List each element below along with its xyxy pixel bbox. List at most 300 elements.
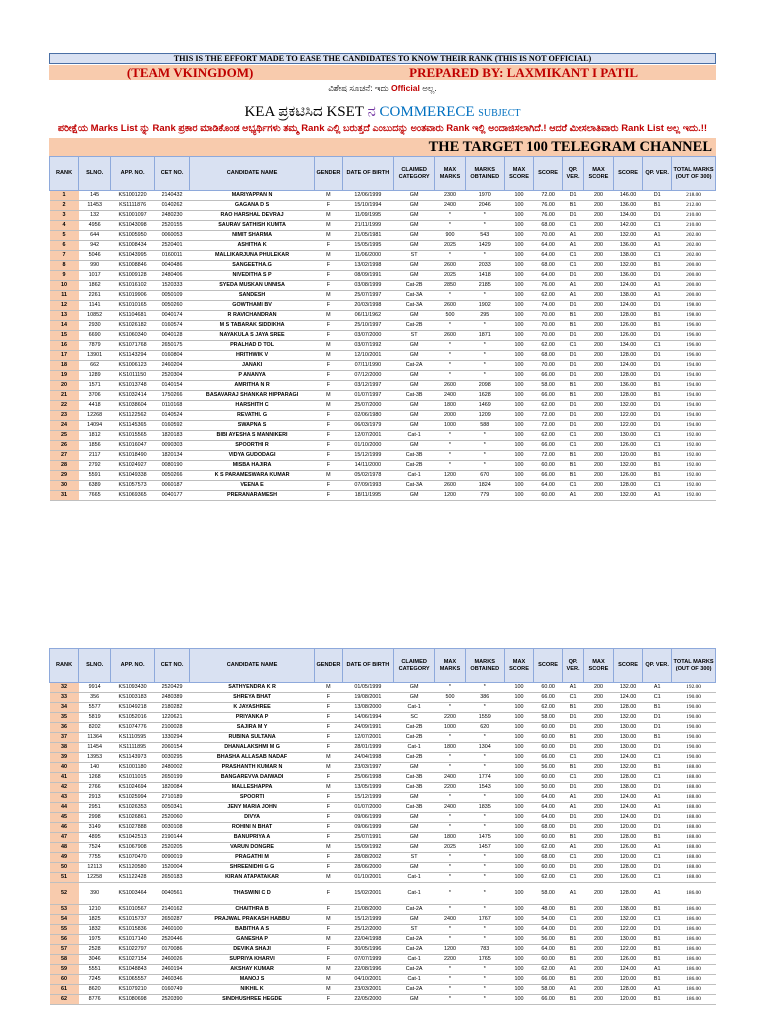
cell-claimed-category: GM bbox=[393, 441, 435, 451]
cell-date-of-birth: 21/05/1981 bbox=[342, 231, 393, 241]
cell-candidate-name: BHASHA ALLASAB NADAF bbox=[190, 753, 315, 763]
cell-candidate-name: BIBI AYESHA S MANNIKERI bbox=[190, 431, 315, 441]
cell-score: 72.00 bbox=[534, 191, 563, 201]
cell-cet-no: 2520401 bbox=[154, 241, 189, 251]
cell-qp-ver: B1 bbox=[563, 955, 584, 965]
cell-app-no: KS1122428 bbox=[111, 873, 155, 883]
cell-slno: 644 bbox=[79, 231, 111, 241]
cell-qp-ver-2: D1 bbox=[643, 863, 672, 873]
cell-slno: 2913 bbox=[79, 793, 111, 803]
cell-cet-no: 2460194 bbox=[154, 965, 189, 975]
cell-score: 62.00 bbox=[534, 843, 563, 853]
cell-max-score-2: 200 bbox=[583, 803, 613, 813]
cell-cet-no: 0160749 bbox=[154, 985, 189, 995]
cell-date-of-birth: 08/09/1991 bbox=[342, 271, 393, 281]
table-row bbox=[50, 823, 716, 833]
cell-max-score: 100 bbox=[504, 201, 533, 211]
cell-qp-ver: B1 bbox=[563, 945, 584, 955]
cell-gender: F bbox=[314, 733, 342, 743]
cell-max-marks: * bbox=[435, 251, 465, 261]
cell-gender: M bbox=[314, 391, 342, 401]
cell-max-score: 100 bbox=[504, 905, 533, 915]
table-row bbox=[50, 833, 716, 843]
cell-qp-ver: D1 bbox=[563, 723, 584, 733]
table-row bbox=[50, 451, 716, 461]
cell-score: 66.00 bbox=[534, 753, 563, 763]
cell-qp-ver-2: D1 bbox=[643, 331, 672, 341]
cell-max-marks: * bbox=[435, 883, 465, 905]
cell-app-no: KS1079210 bbox=[111, 985, 155, 995]
cell-score-2: 124.00 bbox=[614, 301, 643, 311]
disclaimer: ಪರೀಕ್ಷೆಯ Marks List ನ್ನು Rank ಪ್ರಕಾರ ಮಾಡಿಕೊಂಡ ಅಭ್ಯರ್ಥಿಗಳು ತಮ್ಮ Rank ಎಲ್ಲಿ ಬರುತ್ತದೆ ಎಂಬುದನ್ನು ಅಂತವಾರು Rank ಇಲ್ಲಿ ಅಂದಾಜಿಸಲಾಗಿದೆ.! ಆದರೆ ಮೀಸಲಾತಿವಾರು Rank List ಅಲ್ಲ ಇದು.!! bbox=[57, 123, 708, 134]
cell-claimed-category: GM bbox=[393, 401, 435, 411]
cell-marks-obtained: * bbox=[465, 361, 504, 371]
cell-max-score: 100 bbox=[504, 461, 533, 471]
cell-total-marks: 192.00 bbox=[672, 491, 716, 501]
cell-claimed-category: SC bbox=[393, 713, 435, 723]
cell-qp-ver: B1 bbox=[563, 311, 584, 321]
cell-rank: 40 bbox=[50, 763, 79, 773]
cell-marks-obtained: * bbox=[465, 975, 504, 985]
cell-cet-no: 2520060 bbox=[154, 813, 189, 823]
cell-score-2: 124.00 bbox=[614, 693, 643, 703]
cell-score: 64.00 bbox=[534, 241, 563, 251]
cell-max-marks: * bbox=[435, 995, 465, 1005]
cell-claimed-category: GM bbox=[393, 311, 435, 321]
cell-marks-obtained: * bbox=[465, 995, 504, 1005]
cell-marks-obtained: 295 bbox=[465, 311, 504, 321]
cell-max-score-2: 200 bbox=[583, 251, 613, 261]
cell-score: 68.00 bbox=[534, 261, 563, 271]
cell-rank: 14 bbox=[50, 321, 79, 331]
title-kea: KEA ಪ್ರಕಟಿಸಿದ KSET bbox=[244, 104, 364, 120]
cell-slno: 2117 bbox=[79, 451, 111, 461]
column-header-max-score-2: MAX SCORE bbox=[583, 649, 613, 683]
cell-claimed-category: GM bbox=[393, 201, 435, 211]
cell-max-score-2: 200 bbox=[583, 753, 613, 763]
cell-candidate-name: SWAPNA S bbox=[190, 421, 315, 431]
cell-app-no: KS1018490 bbox=[111, 451, 155, 461]
cell-max-marks: 2600 bbox=[435, 481, 465, 491]
cell-rank: 43 bbox=[50, 793, 79, 803]
cell-rank: 21 bbox=[50, 391, 79, 401]
cell-date-of-birth: 01/05/1999 bbox=[342, 683, 393, 693]
cell-slno: 8776 bbox=[79, 995, 111, 1005]
cell-rank: 61 bbox=[50, 985, 79, 995]
cell-gender: F bbox=[314, 261, 342, 271]
cell-candidate-name: PRAGATHI M bbox=[190, 853, 315, 863]
cell-app-no: KS1110595 bbox=[111, 733, 155, 743]
column-header-date-of-birth: DATE OF BIRTH bbox=[342, 649, 393, 683]
cell-max-marks: 2400 bbox=[435, 773, 465, 783]
cell-total-marks: 194.00 bbox=[672, 361, 716, 371]
notice-official: Official bbox=[391, 83, 420, 93]
cell-app-no: KS1120580 bbox=[111, 863, 155, 873]
table-row bbox=[50, 281, 716, 291]
cell-candidate-name: HARSHITH C bbox=[190, 401, 315, 411]
cell-score-2: 132.00 bbox=[614, 231, 643, 241]
cell-score: 66.00 bbox=[534, 471, 563, 481]
cell-candidate-name: RAO HARSHAL DEVRAJ bbox=[190, 211, 315, 221]
cell-max-score: 100 bbox=[504, 241, 533, 251]
cell-gender: F bbox=[314, 271, 342, 281]
table-row bbox=[50, 341, 716, 351]
cell-rank: 12 bbox=[50, 301, 79, 311]
cell-marks-obtained: * bbox=[465, 451, 504, 461]
cell-qp-ver: D1 bbox=[563, 211, 584, 221]
cell-max-score-2: 200 bbox=[583, 211, 613, 221]
cell-marks-obtained: 2185 bbox=[465, 281, 504, 291]
cell-max-marks: * bbox=[435, 925, 465, 935]
cell-score: 70.00 bbox=[534, 361, 563, 371]
cell-claimed-category: Cat-1 bbox=[393, 873, 435, 883]
cell-rank: 1 bbox=[50, 191, 79, 201]
cell-gender: F bbox=[314, 441, 342, 451]
cell-qp-ver-2: B1 bbox=[643, 471, 672, 481]
cell-cet-no: 2100028 bbox=[154, 723, 189, 733]
cell-candidate-name: REVATHI. G bbox=[190, 411, 315, 421]
cell-qp-ver-2: D1 bbox=[643, 813, 672, 823]
cell-rank: 13 bbox=[50, 311, 79, 321]
cell-score: 60.00 bbox=[534, 723, 563, 733]
cell-qp-ver-2: A1 bbox=[643, 291, 672, 301]
cell-max-score: 100 bbox=[504, 251, 533, 261]
cell-app-no: KS1008846 bbox=[111, 261, 155, 271]
cell-app-no: KS1003464 bbox=[111, 883, 155, 905]
cell-slno: 1975 bbox=[79, 935, 111, 945]
cell-cet-no: 0090303 bbox=[154, 441, 189, 451]
cell-score-2: 128.00 bbox=[614, 703, 643, 713]
cell-candidate-name: MARIYAPPAN N bbox=[190, 191, 315, 201]
cell-cet-no: 2520155 bbox=[154, 221, 189, 231]
cell-candidate-name: KIRAN ATAPATAKAR bbox=[190, 873, 315, 883]
cell-max-marks: 1200 bbox=[435, 945, 465, 955]
cell-candidate-name: SPOORTHI R bbox=[190, 441, 315, 451]
cell-rank: 39 bbox=[50, 753, 79, 763]
cell-rank: 15 bbox=[50, 331, 79, 341]
cell-slno: 4956 bbox=[79, 221, 111, 231]
cell-rank: 35 bbox=[50, 713, 79, 723]
cell-gender: M bbox=[314, 341, 342, 351]
cell-cet-no: 1820134 bbox=[154, 451, 189, 461]
cell-claimed-category: Cat-2A bbox=[393, 935, 435, 945]
cell-score: 58.00 bbox=[534, 883, 563, 905]
cell-cet-no: 2520429 bbox=[154, 683, 189, 693]
cell-max-score-2: 200 bbox=[583, 853, 613, 863]
cell-score: 66.00 bbox=[534, 441, 563, 451]
cell-app-no: KS1027888 bbox=[111, 823, 155, 833]
cell-claimed-category: Cat-2B bbox=[393, 281, 435, 291]
cell-date-of-birth: 28/06/2000 bbox=[342, 863, 393, 873]
cell-max-score-2: 200 bbox=[583, 441, 613, 451]
cell-max-marks: * bbox=[435, 291, 465, 301]
cell-claimed-category: Cat-1 bbox=[393, 975, 435, 985]
cell-max-score-2: 200 bbox=[583, 833, 613, 843]
cell-candidate-name: SINDHUSHREE HEGDE bbox=[190, 995, 315, 1005]
cell-app-no: KS1001097 bbox=[111, 211, 155, 221]
cell-date-of-birth: 25/07/1997 bbox=[342, 291, 393, 301]
cell-claimed-category: GM bbox=[393, 693, 435, 703]
column-header-max-marks: MAX MARKS bbox=[435, 649, 465, 683]
cell-claimed-category: GM bbox=[393, 793, 435, 803]
cell-max-score-2: 200 bbox=[583, 481, 613, 491]
cell-app-no: KS1038604 bbox=[111, 401, 155, 411]
cell-max-score: 100 bbox=[504, 421, 533, 431]
cell-app-no: KS1143294 bbox=[111, 351, 155, 361]
cell-rank: 44 bbox=[50, 803, 79, 813]
cell-total-marks: 192.00 bbox=[672, 471, 716, 481]
cell-max-score-2: 200 bbox=[583, 965, 613, 975]
cell-qp-ver-2: B1 bbox=[643, 945, 672, 955]
cell-cet-no: 2140162 bbox=[154, 905, 189, 915]
cell-total-marks: 194.00 bbox=[672, 401, 716, 411]
column-header-rank: RANK bbox=[50, 157, 79, 191]
cell-max-score: 100 bbox=[504, 975, 533, 985]
cell-slno: 11364 bbox=[79, 733, 111, 743]
cell-max-score-2: 200 bbox=[583, 301, 613, 311]
cell-max-score: 100 bbox=[504, 883, 533, 905]
cell-max-marks: 1800 bbox=[435, 401, 465, 411]
cell-cet-no: 0160804 bbox=[154, 351, 189, 361]
cell-max-score-2: 200 bbox=[583, 291, 613, 301]
table-row bbox=[50, 481, 716, 491]
cell-total-marks: 192.00 bbox=[672, 441, 716, 451]
cell-score-2: 132.00 bbox=[614, 401, 643, 411]
cell-app-no: KS1145365 bbox=[111, 421, 155, 431]
cell-qp-ver-2: A1 bbox=[643, 843, 672, 853]
cell-qp-ver: C1 bbox=[563, 431, 584, 441]
cell-max-marks: * bbox=[435, 793, 465, 803]
cell-max-score: 100 bbox=[504, 873, 533, 883]
cell-score-2: 136.00 bbox=[614, 271, 643, 281]
cell-candidate-name: PRIYANKA P bbox=[190, 713, 315, 723]
cell-rank: 34 bbox=[50, 703, 79, 713]
cell-max-score: 100 bbox=[504, 683, 533, 693]
cell-total-marks: 200.00 bbox=[672, 261, 716, 271]
cell-qp-ver-2: B1 bbox=[643, 391, 672, 401]
cell-rank: 24 bbox=[50, 421, 79, 431]
cell-total-marks: 202.00 bbox=[672, 241, 716, 251]
cell-max-marks: 1000 bbox=[435, 723, 465, 733]
cell-qp-ver: D1 bbox=[563, 823, 584, 833]
cell-app-no: KS1026353 bbox=[111, 803, 155, 813]
cell-app-no: KS1093430 bbox=[111, 683, 155, 693]
cell-qp-ver-2: C1 bbox=[643, 873, 672, 883]
cell-score: 64.00 bbox=[534, 945, 563, 955]
cell-marks-obtained: 2098 bbox=[465, 381, 504, 391]
cell-max-marks: * bbox=[435, 451, 465, 461]
cell-qp-ver-2: D1 bbox=[643, 211, 672, 221]
cell-score-2: 120.00 bbox=[614, 995, 643, 1005]
cell-max-score-2: 200 bbox=[583, 733, 613, 743]
cell-cet-no: 2520205 bbox=[154, 843, 189, 853]
cell-rank: 49 bbox=[50, 853, 79, 863]
cell-date-of-birth: 25/06/1998 bbox=[342, 773, 393, 783]
cell-total-marks: 190.00 bbox=[672, 703, 716, 713]
cell-cet-no: 0050109 bbox=[154, 291, 189, 301]
cell-max-score: 100 bbox=[504, 191, 533, 201]
cell-app-no: KS1049338 bbox=[111, 471, 155, 481]
cell-total-marks: 190.00 bbox=[672, 723, 716, 733]
cell-slno: 4418 bbox=[79, 401, 111, 411]
cell-max-score: 100 bbox=[504, 693, 533, 703]
cell-candidate-name: SANGEETHA.G bbox=[190, 261, 315, 271]
cell-qp-ver: D1 bbox=[563, 331, 584, 341]
cell-qp-ver: C1 bbox=[563, 221, 584, 231]
cell-score-2: 122.00 bbox=[614, 421, 643, 431]
cell-slno: 10852 bbox=[79, 311, 111, 321]
cell-max-score-2: 200 bbox=[583, 381, 613, 391]
table-row bbox=[50, 441, 716, 451]
cell-qp-ver: C1 bbox=[563, 853, 584, 863]
cell-max-score: 100 bbox=[504, 843, 533, 853]
cell-claimed-category: Cat-1 bbox=[393, 955, 435, 965]
cell-max-score-2: 200 bbox=[583, 985, 613, 995]
cell-claimed-category: Cat-3A bbox=[393, 301, 435, 311]
cell-slno: 1289 bbox=[79, 371, 111, 381]
cell-score-2: 120.00 bbox=[614, 823, 643, 833]
table-row bbox=[50, 361, 716, 371]
cell-rank: 6 bbox=[50, 241, 79, 251]
cell-candidate-name: JENY MARIA JOHN bbox=[190, 803, 315, 813]
cell-date-of-birth: 22/08/1996 bbox=[342, 965, 393, 975]
cell-qp-ver-2: D1 bbox=[643, 271, 672, 281]
cell-gender: M bbox=[314, 783, 342, 793]
cell-claimed-category: Cat-3A bbox=[393, 291, 435, 301]
cell-date-of-birth: 15/05/1995 bbox=[342, 241, 393, 251]
cell-app-no: KS1026861 bbox=[111, 813, 155, 823]
cell-gender: M bbox=[314, 873, 342, 883]
cell-score: 72.00 bbox=[534, 451, 563, 461]
cell-score: 62.00 bbox=[534, 703, 563, 713]
table-row bbox=[50, 321, 716, 331]
table-row bbox=[50, 793, 716, 803]
table-row bbox=[50, 411, 716, 421]
column-header-total-marks: TOTAL MARKS (OUT OF 300) bbox=[672, 649, 716, 683]
cell-qp-ver: A1 bbox=[563, 281, 584, 291]
cell-candidate-name: SANDESH bbox=[190, 291, 315, 301]
cell-qp-ver: D1 bbox=[563, 351, 584, 361]
cell-claimed-category: Cat-2A bbox=[393, 965, 435, 975]
cell-marks-obtained: 1543 bbox=[465, 783, 504, 793]
cell-claimed-category: GM bbox=[393, 813, 435, 823]
cell-candidate-name: DEVIKA SHAJI bbox=[190, 945, 315, 955]
cell-claimed-category: GM bbox=[393, 271, 435, 281]
cell-gender: M bbox=[314, 935, 342, 945]
cell-date-of-birth: 12/10/2001 bbox=[342, 351, 393, 361]
cell-max-score-2: 200 bbox=[583, 863, 613, 873]
cell-date-of-birth: 15/12/1999 bbox=[342, 915, 393, 925]
cell-candidate-name: MISBA HAJIRA bbox=[190, 461, 315, 471]
cell-gender: M bbox=[314, 965, 342, 975]
cell-qp-ver-2: C1 bbox=[643, 693, 672, 703]
cell-marks-obtained: * bbox=[465, 371, 504, 381]
cell-date-of-birth: 14/11/2000 bbox=[342, 461, 393, 471]
cell-date-of-birth: 07/11/1990 bbox=[342, 361, 393, 371]
cell-score: 58.00 bbox=[534, 381, 563, 391]
cell-candidate-name: SPOORTI bbox=[190, 793, 315, 803]
cell-max-marks: * bbox=[435, 753, 465, 763]
cell-marks-obtained: * bbox=[465, 251, 504, 261]
cell-max-marks: 2400 bbox=[435, 803, 465, 813]
cell-score-2: 132.00 bbox=[614, 713, 643, 723]
cell-app-no: KS1025994 bbox=[111, 793, 155, 803]
cell-slno: 9914 bbox=[79, 683, 111, 693]
cell-gender: F bbox=[314, 945, 342, 955]
column-header-max-marks: MAX MARKS bbox=[435, 157, 465, 191]
cell-app-no: KS1016102 bbox=[111, 281, 155, 291]
cell-slno: 1825 bbox=[79, 915, 111, 925]
cell-app-no: KS1042513 bbox=[111, 833, 155, 843]
cell-candidate-name: BANGAREVVA DAIWADI bbox=[190, 773, 315, 783]
table-header bbox=[50, 649, 716, 683]
cell-rank: 4 bbox=[50, 221, 79, 231]
cell-candidate-name: CHAITHRA B bbox=[190, 905, 315, 915]
cell-score: 60.00 bbox=[534, 743, 563, 753]
cell-marks-obtained: * bbox=[465, 291, 504, 301]
cell-marks-obtained: 1418 bbox=[465, 271, 504, 281]
cell-app-no: KS1001220 bbox=[111, 191, 155, 201]
cell-cet-no: 2480002 bbox=[154, 763, 189, 773]
cell-score-2: 120.00 bbox=[614, 975, 643, 985]
cell-qp-ver: A1 bbox=[563, 985, 584, 995]
cell-gender: F bbox=[314, 301, 342, 311]
cell-max-score-2: 200 bbox=[583, 783, 613, 793]
cell-max-marks: 500 bbox=[435, 311, 465, 321]
cell-max-score: 100 bbox=[504, 431, 533, 441]
cell-gender: F bbox=[314, 381, 342, 391]
cell-date-of-birth: 01/10/2001 bbox=[342, 873, 393, 883]
cell-date-of-birth: 25/12/2000 bbox=[342, 925, 393, 935]
table-row bbox=[50, 231, 716, 241]
cell-qp-ver: A1 bbox=[563, 241, 584, 251]
table-body bbox=[50, 191, 716, 501]
cell-max-score: 100 bbox=[504, 271, 533, 281]
cell-score-2: 124.00 bbox=[614, 753, 643, 763]
cell-qp-ver: B1 bbox=[563, 975, 584, 985]
cell-slno: 3706 bbox=[79, 391, 111, 401]
rank-table-2 bbox=[49, 648, 716, 1005]
cell-qp-ver-2: B1 bbox=[643, 461, 672, 471]
cell-max-score-2: 200 bbox=[583, 743, 613, 753]
cell-total-marks: 190.00 bbox=[672, 753, 716, 763]
cell-gender: M bbox=[314, 763, 342, 773]
cell-qp-ver-2: B1 bbox=[643, 201, 672, 211]
cell-rank: 25 bbox=[50, 431, 79, 441]
cell-marks-obtained: 783 bbox=[465, 945, 504, 955]
cell-qp-ver: B1 bbox=[563, 905, 584, 915]
cell-max-score-2: 200 bbox=[583, 883, 613, 905]
cell-candidate-name: GANESHA P bbox=[190, 935, 315, 945]
cell-cet-no: 2460100 bbox=[154, 925, 189, 935]
table-row bbox=[50, 201, 716, 211]
cell-rank: 47 bbox=[50, 833, 79, 843]
cell-max-score: 100 bbox=[504, 863, 533, 873]
cell-app-no: KS1013748 bbox=[111, 381, 155, 391]
cell-date-of-birth: 05/02/1978 bbox=[342, 471, 393, 481]
cell-cet-no: 0040177 bbox=[154, 491, 189, 501]
cell-qp-ver: B1 bbox=[563, 703, 584, 713]
cell-qp-ver: A1 bbox=[563, 683, 584, 693]
cell-marks-obtained: 2033 bbox=[465, 261, 504, 271]
cell-max-marks: * bbox=[435, 905, 465, 915]
cell-max-marks: * bbox=[435, 813, 465, 823]
cell-marks-obtained: 1559 bbox=[465, 713, 504, 723]
cell-score: 56.00 bbox=[534, 763, 563, 773]
cell-date-of-birth: 21/08/2000 bbox=[342, 905, 393, 915]
column-header-max-score: MAX SCORE bbox=[504, 157, 533, 191]
cell-cet-no: 0060187 bbox=[154, 481, 189, 491]
